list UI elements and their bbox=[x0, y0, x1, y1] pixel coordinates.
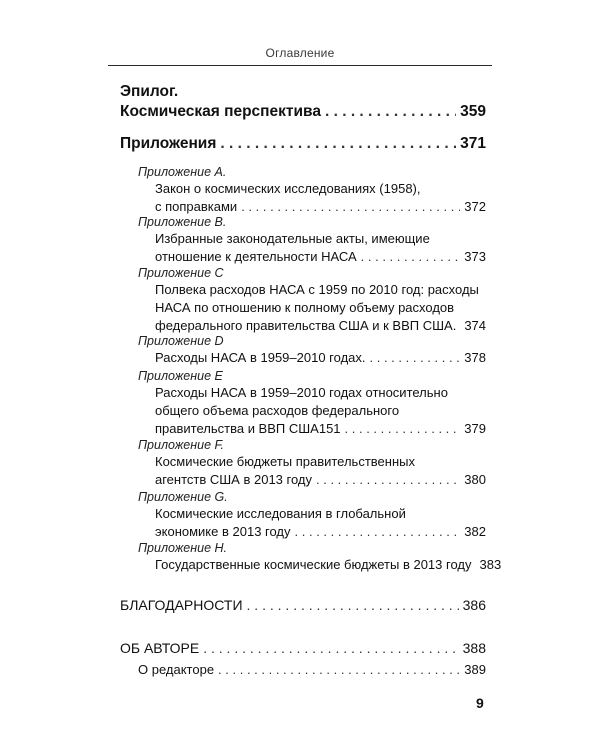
appendix-title-line: Космические бюджеты правительственных bbox=[155, 454, 415, 469]
toc-entry-appendix-a[interactable] bbox=[138, 164, 486, 216]
toc-entry-appendices[interactable] bbox=[120, 134, 486, 154]
toc-entry-about-author-page: 388 bbox=[462, 640, 486, 656]
header-rule bbox=[108, 65, 492, 66]
appendix-title-line: общего объема расходов федерального bbox=[155, 403, 400, 418]
toc-entry-acknowledgments-title: БЛАГОДАРНОСТИ bbox=[120, 597, 243, 613]
appendix-title-line: Расходы НАСА в 1959–2010 годах относительно bbox=[155, 385, 448, 400]
appendix-label: Приложение G. bbox=[138, 490, 228, 504]
appendix-label: Приложение A. bbox=[138, 165, 227, 179]
toc-entry-appendix-f[interactable] bbox=[138, 437, 486, 489]
appendix-title-line: Полвека расходов НАСА с 1959 по 2010 год: расходы bbox=[155, 282, 479, 297]
appendix-title-line: Избранные законодательные акты, имеющие bbox=[155, 231, 430, 246]
appendix-title-last-line: правительства и ВВП США151 bbox=[155, 421, 341, 436]
appendix-page: 379 bbox=[464, 421, 486, 436]
toc-entry-acknowledgments-page: 386 bbox=[462, 597, 486, 613]
appendix-page: 380 bbox=[464, 472, 486, 487]
toc-entry-epilog-page: 359 bbox=[460, 103, 486, 120]
appendix-title-line: Закон о космических исследованиях (1958), bbox=[155, 181, 421, 196]
toc-entry-appendix-g[interactable] bbox=[138, 489, 486, 541]
toc-entry-appendix-d[interactable] bbox=[138, 333, 486, 367]
appendix-page: 373 bbox=[464, 249, 486, 264]
toc-entry-acknowledgments[interactable] bbox=[120, 595, 486, 615]
appendix-page: 382 bbox=[464, 524, 486, 539]
appendix-title-last-line: отношение к деятельности НАСА bbox=[155, 249, 357, 264]
appendix-page: 383 bbox=[479, 557, 502, 572]
appendix-label: Приложение C bbox=[138, 266, 224, 280]
toc-entry-appendices-page: 371 bbox=[460, 135, 486, 152]
leader-dots bbox=[361, 248, 461, 266]
appendix-label: Приложение F. bbox=[138, 438, 224, 452]
appendix-title-line: Космические исследования в глобальной bbox=[155, 506, 406, 521]
leader-dots bbox=[218, 661, 460, 679]
toc-entry-about-editor[interactable] bbox=[138, 661, 486, 679]
appendix-title-line: НАСА по отношению к полному объему расходов bbox=[155, 300, 455, 315]
toc-entry-about-author-title: ОБ АВТОРЕ bbox=[120, 640, 200, 656]
leader-dots bbox=[370, 349, 461, 367]
toc-entry-epilog-pre: Эпилог. bbox=[120, 83, 179, 100]
leader-dots bbox=[220, 134, 456, 154]
page-number: 9 bbox=[476, 695, 484, 711]
toc-entry-appendix-e[interactable] bbox=[138, 368, 486, 438]
leader-dots bbox=[295, 523, 461, 541]
leader-dots bbox=[345, 420, 461, 438]
appendix-label: Приложение B. bbox=[138, 215, 227, 229]
toc-entry-about-author[interactable] bbox=[120, 638, 486, 658]
running-head: Оглавление bbox=[265, 46, 335, 60]
toc-entry-appendix-c[interactable] bbox=[138, 265, 486, 335]
appendix-label: Приложение H. bbox=[138, 541, 227, 555]
toc-entry-epilog-title: Космическая перспектива bbox=[120, 103, 321, 120]
appendix-label: Приложение D bbox=[138, 334, 224, 348]
appendix-page: 374 bbox=[464, 318, 487, 333]
appendix-title-last-line: Расходы НАСА в 1959–2010 годах. bbox=[155, 350, 366, 365]
appendix-title-last-line: экономике в 2013 году bbox=[155, 524, 291, 539]
leader-dots bbox=[316, 471, 460, 489]
toc-entry-about-editor-title: О редакторе bbox=[138, 662, 215, 677]
leader-dots bbox=[325, 102, 456, 122]
toc-entry-appendix-b[interactable] bbox=[138, 214, 486, 266]
appendix-page: 378 bbox=[464, 350, 486, 365]
toc-entry-appendices-title: Приложения bbox=[120, 135, 217, 152]
toc-entry-about-editor-page: 389 bbox=[464, 662, 486, 677]
appendix-title-last-line: Государственные космические бюджеты в 2013 году bbox=[155, 557, 472, 572]
appendix-title-last-line: агентств США в 2013 году bbox=[155, 472, 312, 487]
appendix-title-last-line: с поправками bbox=[155, 199, 238, 214]
leader-dots bbox=[247, 595, 459, 615]
leader-dots bbox=[203, 638, 458, 658]
toc-entry-appendix-h[interactable] bbox=[138, 540, 502, 574]
toc-entry-epilog[interactable] bbox=[120, 82, 486, 122]
appendix-title-last-line: федерального правительства США и к ВВП США. bbox=[155, 318, 457, 333]
appendix-label: Приложение E bbox=[138, 369, 223, 383]
appendix-page: 372 bbox=[464, 199, 486, 214]
